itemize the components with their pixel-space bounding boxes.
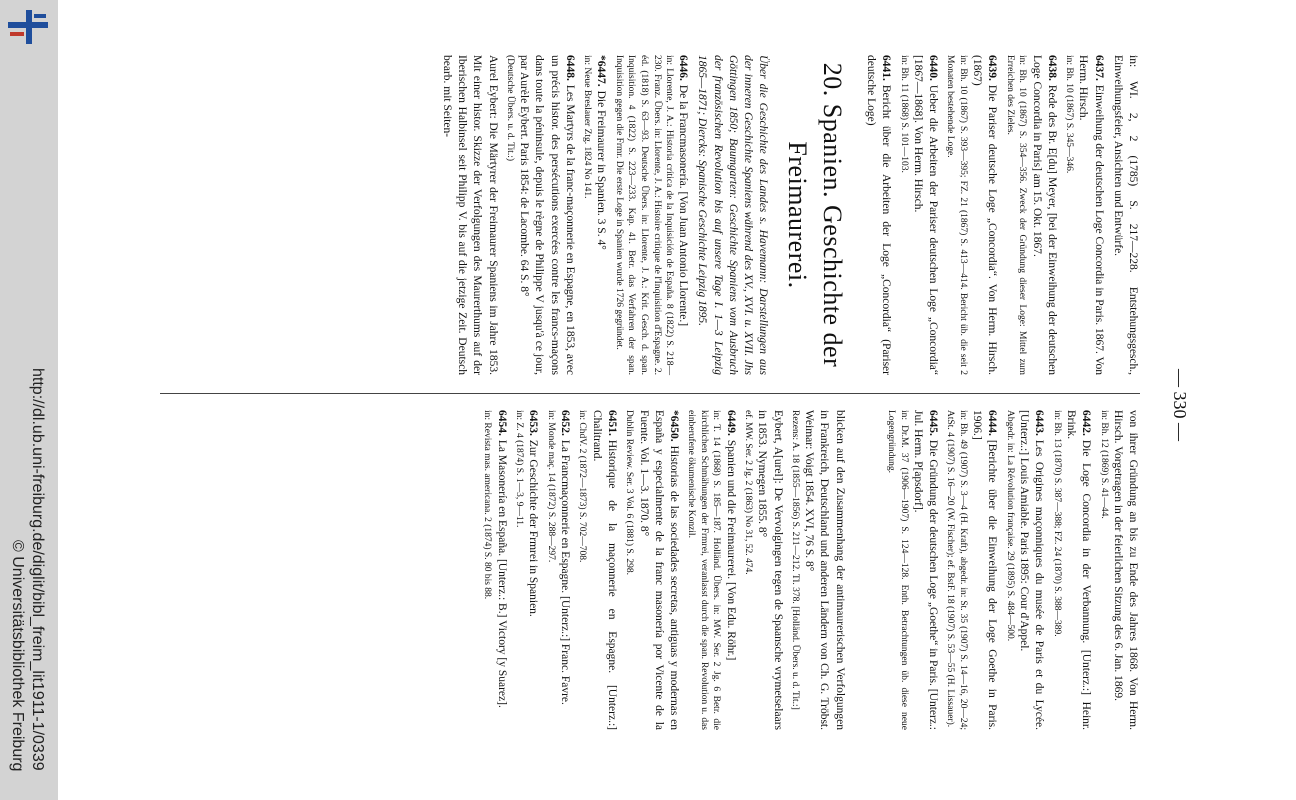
entry-number: 6437. <box>1092 55 1105 81</box>
bibliography-entry <box>439 55 500 375</box>
bibliography-entry <box>694 55 770 375</box>
entry-text: Zur Geschichte der Frmrei in Spanien. <box>527 439 540 617</box>
copyright-notice: © Universitätsbibliothek Freiburg <box>9 540 26 772</box>
entry-text: Les Origines maçonniques du musée de Paris et du Lycée. [Unterz.:] Louis Amiable. Paris 1895: Cour d'Appel. <box>1018 410 1046 730</box>
bibliography-entry <box>789 410 847 730</box>
bibliography-entry <box>1050 410 1093 730</box>
entry-text: Die Pariser deutsche Loge „Concordia“. Von Herm. Hirsch. (1867) <box>971 55 999 375</box>
university-logo-icon <box>4 8 52 48</box>
entry-note: (Deutsche Übers. u. d. Tit.:) <box>505 55 516 162</box>
entry-text: Rede des Br. E[du] Meyer, [bei der Einweihung der deutschen Loge Concordia in Paris] am 15. Okt. 1867. <box>1030 55 1058 375</box>
entry-number: 6439. <box>986 55 999 81</box>
bibliography-entry <box>544 410 572 730</box>
entry-note: in: ChdV. 2 (1872—1873) S. 702—708. <box>577 410 588 563</box>
entry-number: 6452. <box>558 410 571 436</box>
bibliography-entry <box>863 55 893 375</box>
bibliography-entry <box>885 410 940 730</box>
entry-note: in: T. 14 (1868) S. 185—187. Holländ. Übers. in: MW. Ser. 2 Jg. 6 Betr. die kirchlichen Schmähungen der Frmrei, veranlasst durch die span. Revolution u. das einberufene ökumenische Konzil. <box>686 410 722 730</box>
left-column <box>435 55 1140 375</box>
entry-text: Einweihung der deutschen Loge Concordia in Paris. 1867. Von Herm. Hirsch. <box>1077 55 1105 375</box>
entry-number: 6448. <box>563 55 576 81</box>
entry-number: 6443. <box>1033 410 1046 436</box>
entry-text: Die Gründung der deutschen Loge „Goethe“ in Paris. [Unterz.: Jul. Herm. P[apsdorf]. <box>911 410 939 730</box>
entry-number: 6445. <box>926 410 939 436</box>
bibliography-entry <box>504 55 577 375</box>
entry-number: 6441. <box>880 55 893 81</box>
entry-text: De la Francmasonería. [Von Juan Antonio Llorente.] <box>677 84 690 327</box>
entry-number: 6449. <box>724 410 737 436</box>
bibliography-entry <box>612 55 690 375</box>
entry-note: in: Z. 4 (1874) S. 1—3, 9—11. <box>514 410 525 528</box>
entry-number: *6447. <box>595 55 608 87</box>
entry-number: 6453. <box>527 410 540 436</box>
entry-note: in: Bh. 49 (1907) S. 3—4 (H. Kraft), abgedr. in: St. 35 (1907) S. 14—16, 20—24; AtSt. 4 (1907) S. 16—20 (W. Fischer); ef. BstF. 18 (1907) S. 53—55 (H. Lissauer). <box>945 410 969 730</box>
bibliography-entry <box>581 55 609 375</box>
entry-text: La Francmaçonnerie en Espagne. [Unterz.:] Franc. Favre. <box>558 439 571 705</box>
entry-text: Historias de las sociedades secretas, antiguas y modernas en España y especialmente de la franc masonería por Vicente de la Fuente. Vol. 1—3. 1870. 8° <box>637 410 680 730</box>
entry-note: in: Revista mas. americana. 2 (1874) S. 80 bis 88. <box>482 410 493 600</box>
bibliography-entry <box>1110 55 1140 375</box>
bibliography-entry <box>1063 55 1106 375</box>
column-divider <box>160 393 1140 394</box>
entry-note: Abgedr. in: La Révolution française. 29 (1895) S. 484—500. <box>1004 410 1015 642</box>
entry-text: Über die Geschichte des Landes s. Havemann: Darstellungen aus der inneren Geschichte Spaniens während des XV., XVI. u. XVII. Jhs Göttingen 1850; Baumgarten: Geschichte Spaniens vom Ausbruch der französischen Revolution bis auf unsere Tage I. 1—3 Leipzig 1865—1871; Diercks: Spanische Geschichte Leipzig 1895. <box>696 55 770 375</box>
bibliography-entry <box>623 410 681 730</box>
entry-number: *6450. <box>667 410 680 442</box>
scanned-page <box>150 50 1200 760</box>
entry-text: Spanien und die Freimaurerei. [Von Edu. Röhr.] <box>724 439 737 661</box>
bibliography-entry <box>481 410 509 730</box>
entry-number: 6451. <box>605 410 618 436</box>
page-number: — 330 — <box>1170 369 1190 441</box>
entry-number: 6440. <box>926 55 939 81</box>
entry-note: in: Bh. 10 (1867) S. 345—346. <box>1064 55 1075 174</box>
source-url[interactable]: http://dl.ub.uni-freiburg.de/diglit/bibl_freim_lit1911-1/0339 <box>29 368 46 771</box>
entry-note: ef. MW. Ser. 2 Jg. 2 (1863) No 31, 52. 474. <box>743 410 754 575</box>
bibliography-entry <box>897 55 940 375</box>
entry-note: in: Bh. 10 (1867) S. 354—356. Zweck der Gründung dieser Loge: Mittel zum Erreichen des Zieles. <box>1004 55 1028 375</box>
entry-text: Aurel Eybert: Die Märtyrer der Freimaurer Spaniens im Jahre 1853. Mit einer histor. Skizze der Verfolgungen des Maurerthums auf der Iberischen Halbinsel seit Philipp V. bis auf die jetzige Zeit. Deutsch bearb. mit Seiten- <box>441 55 499 375</box>
bibliography-entry <box>513 410 541 730</box>
section-title: 20. Spanien. Geschichte der Freimaurerei. <box>783 62 847 368</box>
entry-text: Die Loge Concordia in der Verbannung. [Unterz.:] Heinr. Brink. <box>1064 410 1093 730</box>
entry-number: 6446. <box>677 55 690 81</box>
bibliography-entry <box>742 410 785 730</box>
bibliography-entry <box>1097 410 1140 730</box>
entry-text: Ueber die Arbeiten der Pariser deutschen Loge „Concordia“ [1867—1868]. Von Herm. Hirsch. <box>911 55 939 375</box>
entry-note: in: Monde maç. 14 (1872) S. 288—297. <box>545 410 556 563</box>
entry-note: Rezens: A. 18 (1855—1856) S. 211—212. Tl. 378. [Holländ. Übers. u. d. Tit.:] <box>790 410 801 710</box>
entry-text: Historique de la maçonnerie en Espagne. [Unterz.:] Chalitrand. <box>590 410 618 730</box>
bibliography-entry <box>1003 410 1046 730</box>
entry-note: in: Llorente, J. A.: Historia crítica de la Inquisición de España. 8 (1822) S. 218—230. Franz. Übers. in: Llorente, J. A.: Histoire critique de l'Inquisition d'Espagne. 2. éd. (1818) S. 63—93. Deutsche Übers. in: Llorente, J. A.: Krit. Gesch. d. span. Inquisition. 4 (1822) S. 223—233. Kap. 41. Betr. das Verfahren der span. Inquisition gegen die Frmr. Die erste Loge in Spanien wurde 1726 gegründet. <box>613 55 675 375</box>
entry-number: 6442. <box>1080 410 1093 436</box>
entry-note: in: Neue Breslauer Ztg. 1824 No 141. <box>582 55 593 199</box>
entry-number: 6454. <box>495 410 508 436</box>
entry-note: in: Bh. 12 (1869) S. 41—44. <box>1098 410 1109 519</box>
entry-text: Bericht über die Arbeiten der Loge „Concordia“ (Pariser deutsche Loge) <box>864 55 893 375</box>
entry-note: in: Bh. 10 (1867) S. 393—395; FZ. 21 (1867) S. 413—414. Bericht üb. die seit 2 Monaten bestehende Loge. <box>945 55 969 375</box>
entry-text: in: WI. 2, 2 (1785) S. 217—228. Entstehungsgesch., Einweihungsfeier, Ansichten und Entwürfe. <box>1111 55 1139 375</box>
bibliography-entry <box>1003 55 1058 375</box>
right-column <box>477 410 1140 730</box>
entry-note: in: Bh. 13 (1870) S. 387—388; FZ. 24 (1870) S. 388—389. <box>1051 410 1062 637</box>
bibliography-entry <box>576 410 619 730</box>
bibliography-entry <box>944 410 999 730</box>
bibliography-entry <box>685 410 738 730</box>
entry-note: in: Bh. 11 (1868) S. 101—103. <box>898 55 909 173</box>
sidebar <box>0 0 58 800</box>
entry-note: in: Dr.M. 37 (1906—1907) S. 124—128. Enth. Betrachtungen üb. diese neue Logengründung. <box>886 410 909 730</box>
entry-number: 6444. <box>986 410 999 436</box>
entry-note: Dublin Review. Ser. 3 Vol. 6 (1881) S. 298. <box>624 410 635 576</box>
entry-text: [Berichte über die Einweihung der Loge Goethe in Paris. 1906.] <box>971 410 999 730</box>
entry-text: Les Martyrs de la franc-maçonnerie en Espagne, en 1853, avec un précis histor. des persécutions exercées contre les francs-maçons dans toute la péninsule, depuis le règne de Philippe V jusqu'à ce jour, par Aurèle Eybert. Paris 1854: de Lacombe. 64 S. 8° <box>518 55 576 375</box>
entry-text: von ihrer Gründung an bis zu Ende des Jahres 1868. Von Herm. Hirsch. Vorgetragen in der feierlichen Sitzung des 6. Jan. 1869. <box>1111 410 1139 730</box>
bibliography-entry <box>944 55 999 375</box>
entry-text: blicken auf den Zusammenhang der antimaurerischen Verfolgungen in Frankreich, Deutschland und anderen Ländern von Ch. G. Tröbst. Weimar: Voigt 1854. XVI, 76 S. 8° <box>803 410 846 730</box>
entry-text: La Masonería en España. [Unterz.: B.] Victory [y Suarez]. <box>495 439 508 708</box>
entry-text: Eybert, A[urel]: De Vervolgingen tegen de Spaansche vrymetselaars in 1853. Nymegen 1855. 8° <box>756 410 784 730</box>
entry-number: 6438. <box>1045 55 1058 81</box>
entry-text: Die Freimaurer in Spanien. 3 S. 4° <box>595 90 608 250</box>
